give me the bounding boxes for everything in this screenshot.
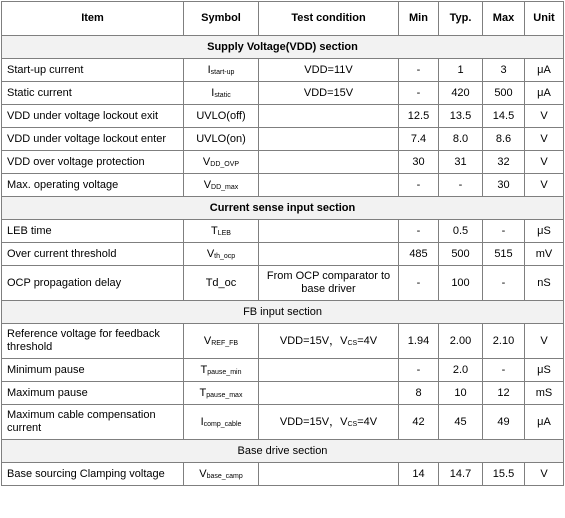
header-symbol: Symbol [184,2,259,36]
cell-symbol [184,128,259,151]
section-title: Current sense input section [2,197,564,220]
section-row [2,36,564,59]
cell-max: 3 [483,59,525,82]
cell-min: - [399,220,439,243]
cell-symbol [184,243,259,266]
cell-unit: V [525,463,564,486]
header-item: Item [2,2,184,36]
symbol-subscript: static [214,91,231,99]
cell-symbol [184,174,259,197]
cell-typ: 14.7 [439,463,483,486]
cell-min: - [399,359,439,382]
cell-max: 500 [483,82,525,105]
cell-min: 30 [399,151,439,174]
condition-subscript: CS [347,339,358,347]
table-row [2,220,564,243]
header-typ: Typ. [439,2,483,36]
condition-text: VDD=15V [303,86,354,99]
cell-unit: μA [525,405,564,440]
cell-symbol [184,463,259,486]
cell-max: - [483,359,525,382]
cell-item: Over current threshold [2,243,184,266]
cell-symbol [184,382,259,405]
table-row [2,324,564,359]
cell-test-condition [259,105,399,128]
cell-max: 32 [483,151,525,174]
cell-item: OCP propagation delay [2,266,184,301]
cell-max: 30 [483,174,525,197]
section-title: FB input section [2,301,564,324]
symbol-main: V [202,155,211,168]
cell-max: 8.6 [483,128,525,151]
header-max: Max [483,2,525,36]
table-row [2,128,564,151]
symbol-main: I [207,63,211,76]
symbol-main: I [200,415,204,428]
table-row [2,151,564,174]
symbol-subscript: LEB [217,229,231,237]
cell-test-condition [259,405,399,440]
symbol-main: V [199,467,207,480]
table-row [2,243,564,266]
cell-typ: 45 [439,405,483,440]
cell-max: - [483,266,525,301]
cell-test-condition [259,220,399,243]
cell-item: VDD over voltage protection [2,151,184,174]
cell-min: 42 [399,405,439,440]
cell-symbol [184,405,259,440]
symbol-subscript: pause_max [206,391,243,399]
cell-test-condition [259,266,399,301]
cell-min: 12.5 [399,105,439,128]
cell-item: Max. operating voltage [2,174,184,197]
cell-symbol [184,105,259,128]
cell-unit: mS [525,382,564,405]
cell-min: 14 [399,463,439,486]
cell-test-condition [259,151,399,174]
condition-text: VDD=11V [304,63,353,76]
table-row [2,59,564,82]
symbol-main: Td_oc [205,276,237,289]
table-row [2,405,564,440]
cell-min: 8 [399,382,439,405]
cell-symbol [184,151,259,174]
cell-typ: 2.0 [439,359,483,382]
cell-item: LEB time [2,220,184,243]
cell-typ: 10 [439,382,483,405]
cell-symbol [184,82,259,105]
cell-item: Minimum pause [2,359,184,382]
section-title: Supply Voltage(VDD) section [2,36,564,59]
cell-min: 7.4 [399,128,439,151]
cell-typ: 2.00 [439,324,483,359]
condition-text: From OCP comparator to base driver [266,270,391,295]
cell-max: - [483,220,525,243]
symbol-main: V [203,178,212,191]
spec-body [2,36,564,486]
symbol-main: I [211,86,215,99]
condition-tail: =4V [357,334,378,347]
cell-test-condition [259,82,399,105]
cell-unit: V [525,105,564,128]
cell-unit: nS [525,266,564,301]
cell-test-condition [259,128,399,151]
table-row [2,105,564,128]
cell-test-condition [259,324,399,359]
table-row [2,359,564,382]
symbol-subscript: DD_OVP [210,160,240,168]
section-row [2,301,564,324]
symbol-main: T [211,224,218,237]
cell-typ: 500 [439,243,483,266]
cell-item: Start-up current [2,59,184,82]
spec-table [1,1,564,486]
symbol-main: V [206,247,215,260]
condition-subscript: CS [347,420,358,428]
cell-test-condition [259,59,399,82]
cell-max: 515 [483,243,525,266]
symbol-subscript: start-up [210,68,235,76]
cell-typ: 420 [439,82,483,105]
cell-min: 485 [399,243,439,266]
condition-text: VDD=15V，V [279,334,348,347]
cell-unit: μS [525,359,564,382]
symbol-subscript: base_camp [206,472,243,480]
cell-typ: 31 [439,151,483,174]
cell-test-condition [259,463,399,486]
cell-symbol [184,324,259,359]
cell-typ: 0.5 [439,220,483,243]
condition-tail: =4V [357,415,378,428]
cell-unit: μA [525,59,564,82]
symbol-main: V [203,334,212,347]
cell-unit: V [525,151,564,174]
symbol-subscript: DD_max [211,183,239,191]
header-row [2,2,564,36]
cell-unit: V [525,324,564,359]
cell-unit: mV [525,243,564,266]
cell-symbol [184,359,259,382]
cell-max: 2.10 [483,324,525,359]
symbol-main: T [199,386,207,399]
section-row [2,197,564,220]
cell-min: - [399,174,439,197]
cell-item: VDD under voltage lockout exit [2,105,184,128]
cell-typ: 1 [439,59,483,82]
table-row [2,82,564,105]
table-row [2,382,564,405]
cell-max: 14.5 [483,105,525,128]
symbol-main: T [200,363,208,376]
cell-max: 12 [483,382,525,405]
cell-typ: - [439,174,483,197]
table-row [2,174,564,197]
cell-item: Static current [2,82,184,105]
cell-item: Maximum pause [2,382,184,405]
cell-typ: 13.5 [439,105,483,128]
symbol-subscript: th_ocp [214,252,236,260]
cell-test-condition [259,382,399,405]
cell-item: Base sourcing Clamping voltage [2,463,184,486]
symbol-main: UVLO(off) [196,109,246,122]
cell-symbol [184,220,259,243]
cell-symbol [184,59,259,82]
cell-test-condition [259,174,399,197]
cell-unit: μA [525,82,564,105]
cell-item: Maximum cable compensation current [2,405,184,440]
cell-max: 49 [483,405,525,440]
table-row [2,266,564,301]
header-unit: Unit [525,2,564,36]
section-title: Base drive section [2,440,564,463]
cell-typ: 8.0 [439,128,483,151]
cell-min: 1.94 [399,324,439,359]
cell-min: - [399,82,439,105]
header-test-condition: Test condition [259,2,399,36]
symbol-main: UVLO(on) [196,132,246,145]
cell-unit: V [525,174,564,197]
cell-max: 15.5 [483,463,525,486]
cell-test-condition [259,243,399,266]
condition-text: VDD=15V，V [279,415,348,428]
cell-min: - [399,266,439,301]
cell-item: Reference voltage for feedback threshold [2,324,184,359]
symbol-subscript: REF_FB [211,339,239,347]
cell-item: VDD under voltage lockout enter [2,128,184,151]
cell-unit: V [525,128,564,151]
cell-unit: μS [525,220,564,243]
symbol-subscript: comp_cable [203,420,242,428]
table-row [2,463,564,486]
cell-min: - [399,59,439,82]
section-row [2,440,564,463]
cell-symbol [184,266,259,301]
symbol-subscript: pause_min [207,368,242,376]
cell-typ: 100 [439,266,483,301]
header-min: Min [399,2,439,36]
cell-test-condition [259,359,399,382]
